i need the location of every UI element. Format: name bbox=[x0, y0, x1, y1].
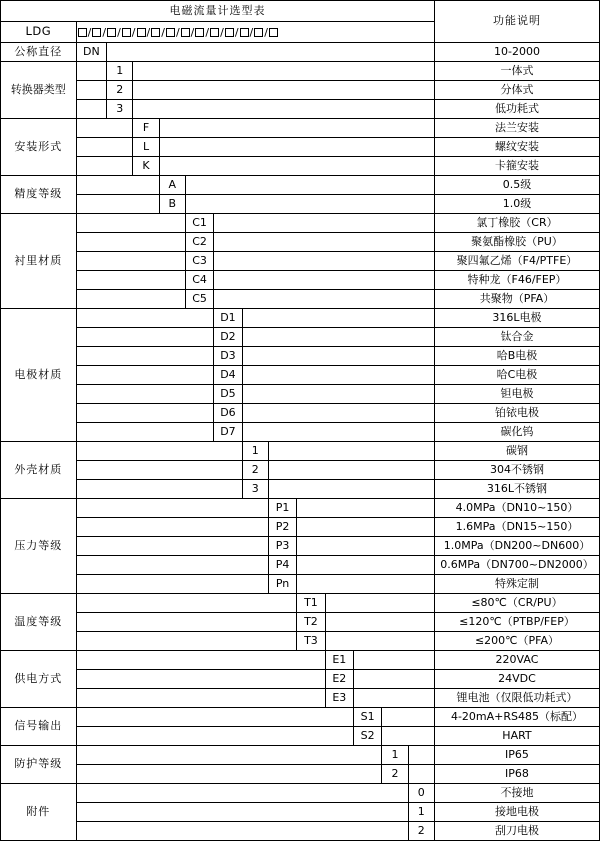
table-row bbox=[1, 233, 600, 252]
model-code-box[interactable] bbox=[225, 28, 234, 37]
table-row bbox=[1, 138, 600, 157]
table-row bbox=[1, 461, 600, 480]
spacer-cell bbox=[76, 290, 185, 309]
table-row bbox=[1, 651, 600, 670]
option-code[interactable]: 1 bbox=[408, 803, 434, 822]
spacer-cell bbox=[107, 43, 435, 62]
model-separator: / bbox=[87, 25, 92, 39]
option-code[interactable]: D1 bbox=[214, 309, 242, 328]
option-description: 特殊定制 bbox=[434, 575, 599, 594]
table-row bbox=[1, 803, 600, 822]
option-code[interactable]: K bbox=[133, 157, 159, 176]
spacer-cell bbox=[76, 689, 325, 708]
table-row bbox=[1, 119, 600, 138]
model-code-box[interactable] bbox=[240, 28, 249, 37]
option-description: 螺纹安装 bbox=[434, 138, 599, 157]
table-row bbox=[1, 385, 600, 404]
model-code-box[interactable] bbox=[166, 28, 175, 37]
table-row bbox=[1, 822, 600, 841]
category-label: 温度等级 bbox=[1, 594, 77, 651]
option-description: IP68 bbox=[434, 765, 599, 784]
option-description: 锂电池（仅限低功耗式） bbox=[434, 689, 599, 708]
table-row bbox=[1, 81, 600, 100]
option-code[interactable]: A bbox=[159, 176, 185, 195]
model-prefix-cell bbox=[1, 22, 77, 43]
option-code[interactable]: S1 bbox=[353, 708, 381, 727]
spacer-cell bbox=[325, 594, 434, 613]
category-label: 防护等级 bbox=[1, 746, 77, 784]
option-description: 接地电极 bbox=[434, 803, 599, 822]
option-description: 哈B电极 bbox=[434, 347, 599, 366]
option-code[interactable]: P3 bbox=[268, 537, 296, 556]
category-label: 转换器类型 bbox=[1, 62, 77, 119]
option-code[interactable]: S2 bbox=[353, 727, 381, 746]
model-code-box[interactable] bbox=[122, 28, 131, 37]
spacer-cell bbox=[242, 328, 434, 347]
option-code[interactable]: 2 bbox=[242, 461, 268, 480]
table-row bbox=[1, 613, 600, 632]
spacer-cell bbox=[297, 499, 435, 518]
spacer-cell bbox=[76, 366, 214, 385]
model-separator: / bbox=[205, 25, 210, 39]
spacer-cell bbox=[76, 765, 382, 784]
model-code-box[interactable] bbox=[151, 28, 160, 37]
table-row bbox=[1, 195, 600, 214]
table-row bbox=[1, 290, 600, 309]
option-code[interactable]: T2 bbox=[297, 613, 325, 632]
spacer-cell bbox=[76, 651, 325, 670]
spacer-cell bbox=[76, 119, 133, 138]
option-description: HART bbox=[434, 727, 599, 746]
page-title: 电磁流量计选型表 bbox=[1, 1, 435, 22]
category-label: 精度等级 bbox=[1, 176, 77, 214]
option-description: 法兰安装 bbox=[434, 119, 599, 138]
spacer-cell bbox=[76, 594, 297, 613]
spacer-cell bbox=[76, 461, 242, 480]
spacer-cell bbox=[214, 271, 435, 290]
spacer-cell bbox=[325, 632, 434, 651]
spacer-cell bbox=[76, 537, 268, 556]
spacer-cell bbox=[159, 119, 434, 138]
model-separator: / bbox=[220, 25, 224, 39]
option-description: 一体式 bbox=[434, 62, 599, 81]
spacer-cell bbox=[76, 176, 159, 195]
spacer-cell bbox=[76, 442, 242, 461]
spacer-cell bbox=[76, 499, 268, 518]
table-row bbox=[1, 328, 600, 347]
option-description: 氯丁橡胶（CR） bbox=[434, 214, 599, 233]
option-description: 碳钢 bbox=[434, 442, 599, 461]
model-code-box[interactable] bbox=[92, 28, 101, 37]
category-label: 信号输出 bbox=[1, 708, 77, 746]
spacer-cell bbox=[76, 518, 268, 537]
spacer-cell bbox=[242, 309, 434, 328]
header-row bbox=[1, 1, 600, 22]
option-description: 1.0级 bbox=[434, 195, 599, 214]
spacer-cell bbox=[76, 670, 325, 689]
spacer-cell bbox=[382, 708, 435, 727]
option-code[interactable]: D4 bbox=[214, 366, 242, 385]
option-code[interactable]: DN bbox=[76, 43, 106, 62]
spacer-cell bbox=[76, 613, 297, 632]
model-separator: / bbox=[264, 25, 268, 39]
model-code-box[interactable] bbox=[195, 28, 204, 37]
table-row bbox=[1, 480, 600, 499]
spacer-cell bbox=[408, 746, 434, 765]
spacer-cell bbox=[76, 271, 185, 290]
spacer-cell bbox=[268, 461, 434, 480]
table-row bbox=[1, 689, 600, 708]
table-body bbox=[1, 1, 600, 841]
option-code[interactable]: 2 bbox=[382, 765, 408, 784]
table-row bbox=[1, 176, 600, 195]
option-description: 0.5级 bbox=[434, 176, 599, 195]
spacer-cell bbox=[76, 404, 214, 423]
option-code[interactable]: Pn bbox=[268, 575, 296, 594]
spacer-cell bbox=[76, 708, 353, 727]
model-code-box[interactable] bbox=[269, 28, 278, 37]
option-code[interactable]: 3 bbox=[242, 480, 268, 499]
spacer-cell bbox=[76, 746, 382, 765]
table-row bbox=[1, 537, 600, 556]
table-row bbox=[1, 62, 600, 81]
model-code-box[interactable] bbox=[78, 28, 87, 37]
spacer-cell bbox=[76, 81, 106, 100]
spacer-cell bbox=[297, 556, 435, 575]
model-code-box[interactable] bbox=[107, 28, 116, 37]
spacer-cell bbox=[133, 62, 435, 81]
table-row bbox=[1, 708, 600, 727]
option-description: 316L不锈钢 bbox=[434, 480, 599, 499]
model-separator: / bbox=[131, 25, 136, 39]
model-separator: / bbox=[234, 25, 239, 39]
option-code[interactable]: C2 bbox=[185, 233, 213, 252]
category-label: 衬里材质 bbox=[1, 214, 77, 309]
table-row bbox=[1, 252, 600, 271]
spacer-cell bbox=[76, 632, 297, 651]
option-description: 特种龙（F46/FEP） bbox=[434, 271, 599, 290]
option-description: 哈C电极 bbox=[434, 366, 599, 385]
model-string bbox=[77, 22, 434, 42]
table-row bbox=[1, 404, 600, 423]
spacer-cell bbox=[268, 480, 434, 499]
spacer-cell bbox=[297, 518, 435, 537]
table-row bbox=[1, 157, 600, 176]
model-separator: / bbox=[146, 25, 151, 39]
model-code-box[interactable] bbox=[210, 28, 219, 37]
option-code[interactable]: P2 bbox=[268, 518, 296, 537]
option-description: 共聚物（PFA） bbox=[434, 290, 599, 309]
option-code[interactable]: D2 bbox=[214, 328, 242, 347]
option-code[interactable]: 1 bbox=[107, 62, 133, 81]
spacer-cell bbox=[297, 575, 435, 594]
option-code[interactable]: P1 bbox=[268, 499, 296, 518]
spacer-cell bbox=[159, 138, 434, 157]
category-label: 供电方式 bbox=[1, 651, 77, 708]
option-code[interactable]: T1 bbox=[297, 594, 325, 613]
option-code[interactable]: C3 bbox=[185, 252, 213, 271]
spacer-cell bbox=[214, 233, 435, 252]
table-row bbox=[1, 43, 600, 62]
spacer-cell bbox=[325, 613, 434, 632]
model-code-box[interactable] bbox=[254, 28, 263, 37]
table-row bbox=[1, 271, 600, 290]
option-description: 24VDC bbox=[434, 670, 599, 689]
description-column-header: 功能说明 bbox=[434, 1, 599, 43]
spacer-cell bbox=[382, 727, 435, 746]
spacer-cell bbox=[133, 100, 435, 119]
option-description: 316L电极 bbox=[434, 309, 599, 328]
spacer-cell bbox=[268, 442, 434, 461]
option-description: 1.6MPa（DN15~150） bbox=[434, 518, 599, 537]
option-code[interactable]: D6 bbox=[214, 404, 242, 423]
table-row bbox=[1, 632, 600, 651]
option-description: 刮刀电极 bbox=[434, 822, 599, 841]
option-description: ≤120℃（PTBP/FEP） bbox=[434, 613, 599, 632]
model-code-box[interactable] bbox=[137, 28, 146, 37]
table-row bbox=[1, 727, 600, 746]
option-code[interactable]: E2 bbox=[325, 670, 353, 689]
model-separator: / bbox=[117, 25, 121, 39]
option-code[interactable]: D3 bbox=[214, 347, 242, 366]
option-code[interactable]: E3 bbox=[325, 689, 353, 708]
option-code[interactable]: T3 bbox=[297, 632, 325, 651]
spacer-cell bbox=[76, 328, 214, 347]
option-code[interactable]: L bbox=[133, 138, 159, 157]
category-label: 公称直径 bbox=[1, 43, 77, 62]
model-separator: / bbox=[102, 25, 107, 39]
spacer-cell bbox=[76, 556, 268, 575]
spacer-cell bbox=[76, 822, 408, 841]
option-code[interactable]: 0 bbox=[408, 784, 434, 803]
spacer-cell bbox=[242, 423, 434, 442]
spacer-cell bbox=[76, 100, 106, 119]
spacer-cell bbox=[76, 309, 214, 328]
option-code[interactable]: C5 bbox=[185, 290, 213, 309]
spacer-cell bbox=[76, 480, 242, 499]
table-row bbox=[1, 765, 600, 784]
table-row bbox=[1, 442, 600, 461]
option-description: 不接地 bbox=[434, 784, 599, 803]
model-string-cell bbox=[76, 22, 434, 43]
table-row bbox=[1, 499, 600, 518]
option-description: 卡箍安装 bbox=[434, 157, 599, 176]
table-row bbox=[1, 100, 600, 119]
category-label: 压力等级 bbox=[1, 499, 77, 594]
model-separator: / bbox=[161, 25, 165, 39]
model-code-box[interactable] bbox=[181, 28, 190, 37]
table-row bbox=[1, 309, 600, 328]
option-description: 0.6MPa（DN700~DN2000） bbox=[434, 556, 599, 575]
spacer-cell bbox=[76, 233, 185, 252]
spacer-cell bbox=[242, 404, 434, 423]
category-label: 外壳材质 bbox=[1, 442, 77, 499]
option-description: 分体式 bbox=[434, 81, 599, 100]
table-row bbox=[1, 556, 600, 575]
option-description: 铂铱电极 bbox=[434, 404, 599, 423]
spacer-cell bbox=[242, 366, 434, 385]
option-code[interactable]: 1 bbox=[382, 746, 408, 765]
option-description: 聚四氟乙烯（F4/PTFE） bbox=[434, 252, 599, 271]
option-description: ≤200℃（PFA） bbox=[434, 632, 599, 651]
table-row bbox=[1, 575, 600, 594]
spacer-cell bbox=[242, 385, 434, 404]
table-row bbox=[1, 746, 600, 765]
spacer-cell bbox=[76, 252, 185, 271]
model-prefix-label: LDG bbox=[25, 24, 52, 39]
option-code[interactable]: 1 bbox=[242, 442, 268, 461]
spacer-cell bbox=[159, 157, 434, 176]
spacer-cell bbox=[353, 689, 434, 708]
spacer-cell bbox=[185, 176, 434, 195]
spacer-cell bbox=[133, 81, 435, 100]
spacer-cell bbox=[76, 575, 268, 594]
option-description: 304不锈钢 bbox=[434, 461, 599, 480]
table-row bbox=[1, 784, 600, 803]
spacer-cell bbox=[76, 138, 133, 157]
model-separator: / bbox=[175, 25, 180, 39]
model-separator: / bbox=[249, 25, 254, 39]
table-row bbox=[1, 594, 600, 613]
category-label: 电极材质 bbox=[1, 309, 77, 442]
spacer-cell bbox=[297, 537, 435, 556]
option-description: 聚氨酯橡胶（PU） bbox=[434, 233, 599, 252]
spacer-cell bbox=[76, 727, 353, 746]
spacer-cell bbox=[76, 385, 214, 404]
table-row bbox=[1, 518, 600, 537]
option-code[interactable]: 2 bbox=[107, 81, 133, 100]
spacer-cell bbox=[408, 765, 434, 784]
option-code[interactable]: E1 bbox=[325, 651, 353, 670]
option-description: 低功耗式 bbox=[434, 100, 599, 119]
option-description: 1.0MPa（DN200~DN600） bbox=[434, 537, 599, 556]
option-code[interactable]: F bbox=[133, 119, 159, 138]
spacer-cell bbox=[353, 670, 434, 689]
spacer-cell bbox=[214, 252, 435, 271]
table-row bbox=[1, 366, 600, 385]
spacer-cell bbox=[214, 214, 435, 233]
spacer-cell bbox=[214, 290, 435, 309]
option-description: 4-20mA+RS485（标配） bbox=[434, 708, 599, 727]
spacer-cell bbox=[76, 803, 408, 822]
spacer-cell bbox=[76, 347, 214, 366]
option-description: 碳化钨 bbox=[434, 423, 599, 442]
option-description: ≤80℃（CR/PU） bbox=[434, 594, 599, 613]
spacer-cell bbox=[76, 157, 133, 176]
option-code[interactable]: 3 bbox=[107, 100, 133, 119]
category-label: 附件 bbox=[1, 784, 77, 841]
spacer-cell bbox=[76, 214, 185, 233]
option-code[interactable]: B bbox=[159, 195, 185, 214]
option-description: 4.0MPa（DN10~150） bbox=[434, 499, 599, 518]
spacer-cell bbox=[76, 195, 159, 214]
spacer-cell bbox=[242, 347, 434, 366]
option-code[interactable]: C1 bbox=[185, 214, 213, 233]
spacer-cell bbox=[76, 62, 106, 81]
model-separator: / bbox=[190, 25, 195, 39]
option-description: IP65 bbox=[434, 746, 599, 765]
spacer-cell bbox=[185, 195, 434, 214]
option-code[interactable]: 2 bbox=[408, 822, 434, 841]
table-row bbox=[1, 214, 600, 233]
option-description: 10-2000 bbox=[434, 43, 599, 62]
option-description: 钽电极 bbox=[434, 385, 599, 404]
option-description: 钛合金 bbox=[434, 328, 599, 347]
option-code[interactable]: P4 bbox=[268, 556, 296, 575]
spacer-cell bbox=[353, 651, 434, 670]
table-row bbox=[1, 347, 600, 366]
table-row bbox=[1, 670, 600, 689]
option-code[interactable]: D5 bbox=[214, 385, 242, 404]
option-code[interactable]: D7 bbox=[214, 423, 242, 442]
table-row bbox=[1, 423, 600, 442]
spacer-cell bbox=[76, 784, 408, 803]
option-description: 220VAC bbox=[434, 651, 599, 670]
spacer-cell bbox=[76, 423, 214, 442]
category-label: 安装形式 bbox=[1, 119, 77, 176]
option-code[interactable]: C4 bbox=[185, 271, 213, 290]
